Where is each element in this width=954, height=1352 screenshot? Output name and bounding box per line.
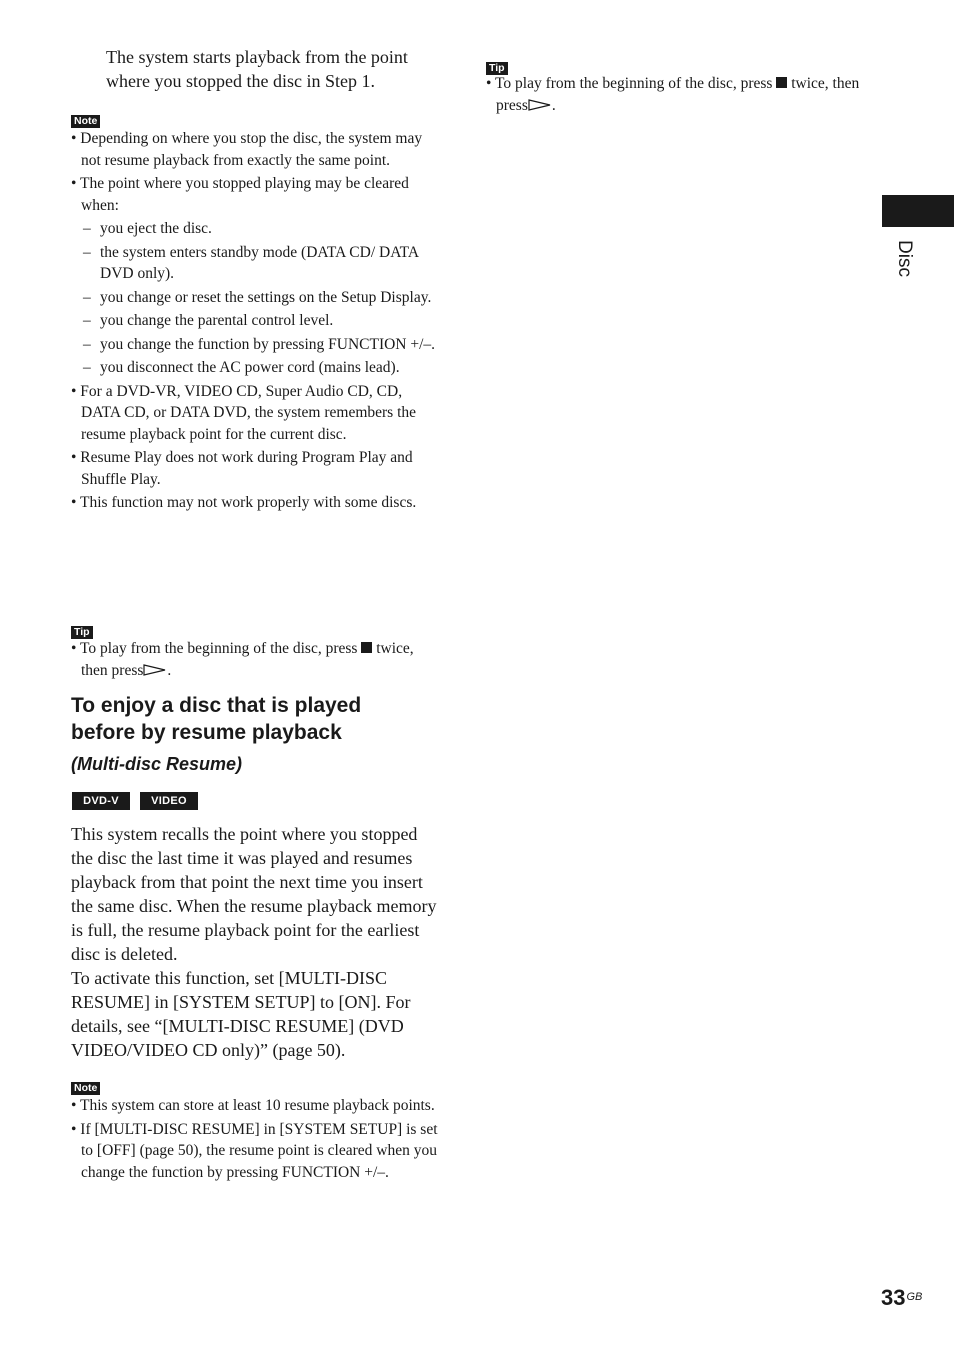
note-item: • For a DVD-VR, VIDEO CD, Super Audio CD, CD, DATA CD, or DATA DVD, the system remembers the resume playback point for the current disc. [71,382,417,443]
note-subitem [71,334,443,356]
note-subitem [71,287,443,309]
note-subitem-text: you eject the disc. [100,220,212,237]
page-number [881,1286,922,1310]
dash-mark: – [83,335,91,353]
note-subitem-text: you change the parental control level. [100,312,334,329]
tip-text-b: twice, [791,75,829,92]
tip-text-a: • To play from the beginning of the disc, press [71,640,358,657]
note-subitem [71,357,443,379]
note-item: • Resume Play does not work during Program Play and Shuffle Play. [71,449,413,488]
tip-text-b: twice, [376,640,414,657]
section-paragraph-2: To activate this function, set [MULTI-DISC RESUME] in [SYSTEM SETUP] to [ON]. For details, see “[MULTI-DISC RESUME] (DVD VIDEO/VIDEO CD only)” (page 50). [71,968,411,1060]
badge-dvd-v: DVD-V [72,792,130,810]
note-label [71,111,100,129]
tip-text-d: . [551,96,556,114]
note-label-text: Note [71,1082,100,1095]
note-item: • This function may not work properly with some discs. [71,494,417,511]
dash-mark: – [83,288,91,306]
dash-mark: – [83,243,91,261]
tip-text-a: • To play from the beginning of the disc, press [486,75,773,92]
play-triangle-icon [528,99,552,111]
note-label [71,1078,100,1096]
tip-text-c: then press [496,75,860,114]
note-item: • The point where you stopped playing may be cleared when: [71,175,409,214]
tip-text-c: then press [81,661,144,679]
side-tab-label: Disc [894,240,915,277]
section-heading-line1: To enjoy a disc that is played [71,694,362,717]
badge-video-cd: VIDEO CD [140,792,198,810]
tip-item [71,638,443,681]
section-heading-line2: before by resume playback [71,721,342,744]
section-heading [71,692,451,746]
side-tab-marker [882,195,954,227]
tip-label-text: Tip [71,626,93,639]
note-label-text: Note [71,115,100,128]
note-item: • This system can store at least 10 resume playback points. [71,1097,435,1114]
note-subitem [71,310,443,332]
section-paragraph-1: This system recalls the point where you stopped the disc the last time it was played and resumes playback from that point the next time you insert the same disc. When the resume playback memory is full, the resume playback point for the earliest disc is deleted. [71,824,437,964]
dash-mark: – [83,359,91,376]
note-list [71,1095,443,1183]
note-list [71,128,443,514]
tip-text [71,638,443,681]
tip-text-d: . [167,661,172,679]
tip-label-text: Tip [486,62,508,75]
note-subitem [71,218,443,240]
disc-type-badges [72,792,198,825]
page-number-value: 33 [881,1285,906,1310]
section-subheading: (Multi-disc Resume) [71,754,243,774]
play-triangle-icon [143,664,167,676]
dash-mark: – [83,220,91,237]
dash-mark: – [83,312,91,329]
stop-square-icon [361,642,372,653]
tip-item [486,73,861,116]
note-subitem-text: you change or reset the settings on the Setup Display. [100,288,432,306]
note-subitem-text: you disconnect the AC power cord (mains lead). [100,359,400,376]
note-subitem-text: you change the function by pressing FUNCTION +/–. [100,335,436,353]
note-item: • Depending on where you stop the disc, the system may not resume playback from exactly the same point. [71,130,423,169]
page-number-suffix: GB [906,1291,923,1303]
intro-paragraph: The system starts playback from the point where you stopped the disc in Step 1. [106,47,408,91]
tip-text [486,73,861,116]
stop-square-icon [776,77,787,88]
note-subitem-text: the system enters standby mode (DATA CD/ DATA DVD only). [100,243,419,282]
note-subitem [71,242,443,285]
note-item: • If [MULTI-DISC RESUME] in [SYSTEM SETUP] is set to [OFF] (page 50), the resume point is cleared when you change the function by pressing FUNCTION +/–. [71,1120,438,1181]
